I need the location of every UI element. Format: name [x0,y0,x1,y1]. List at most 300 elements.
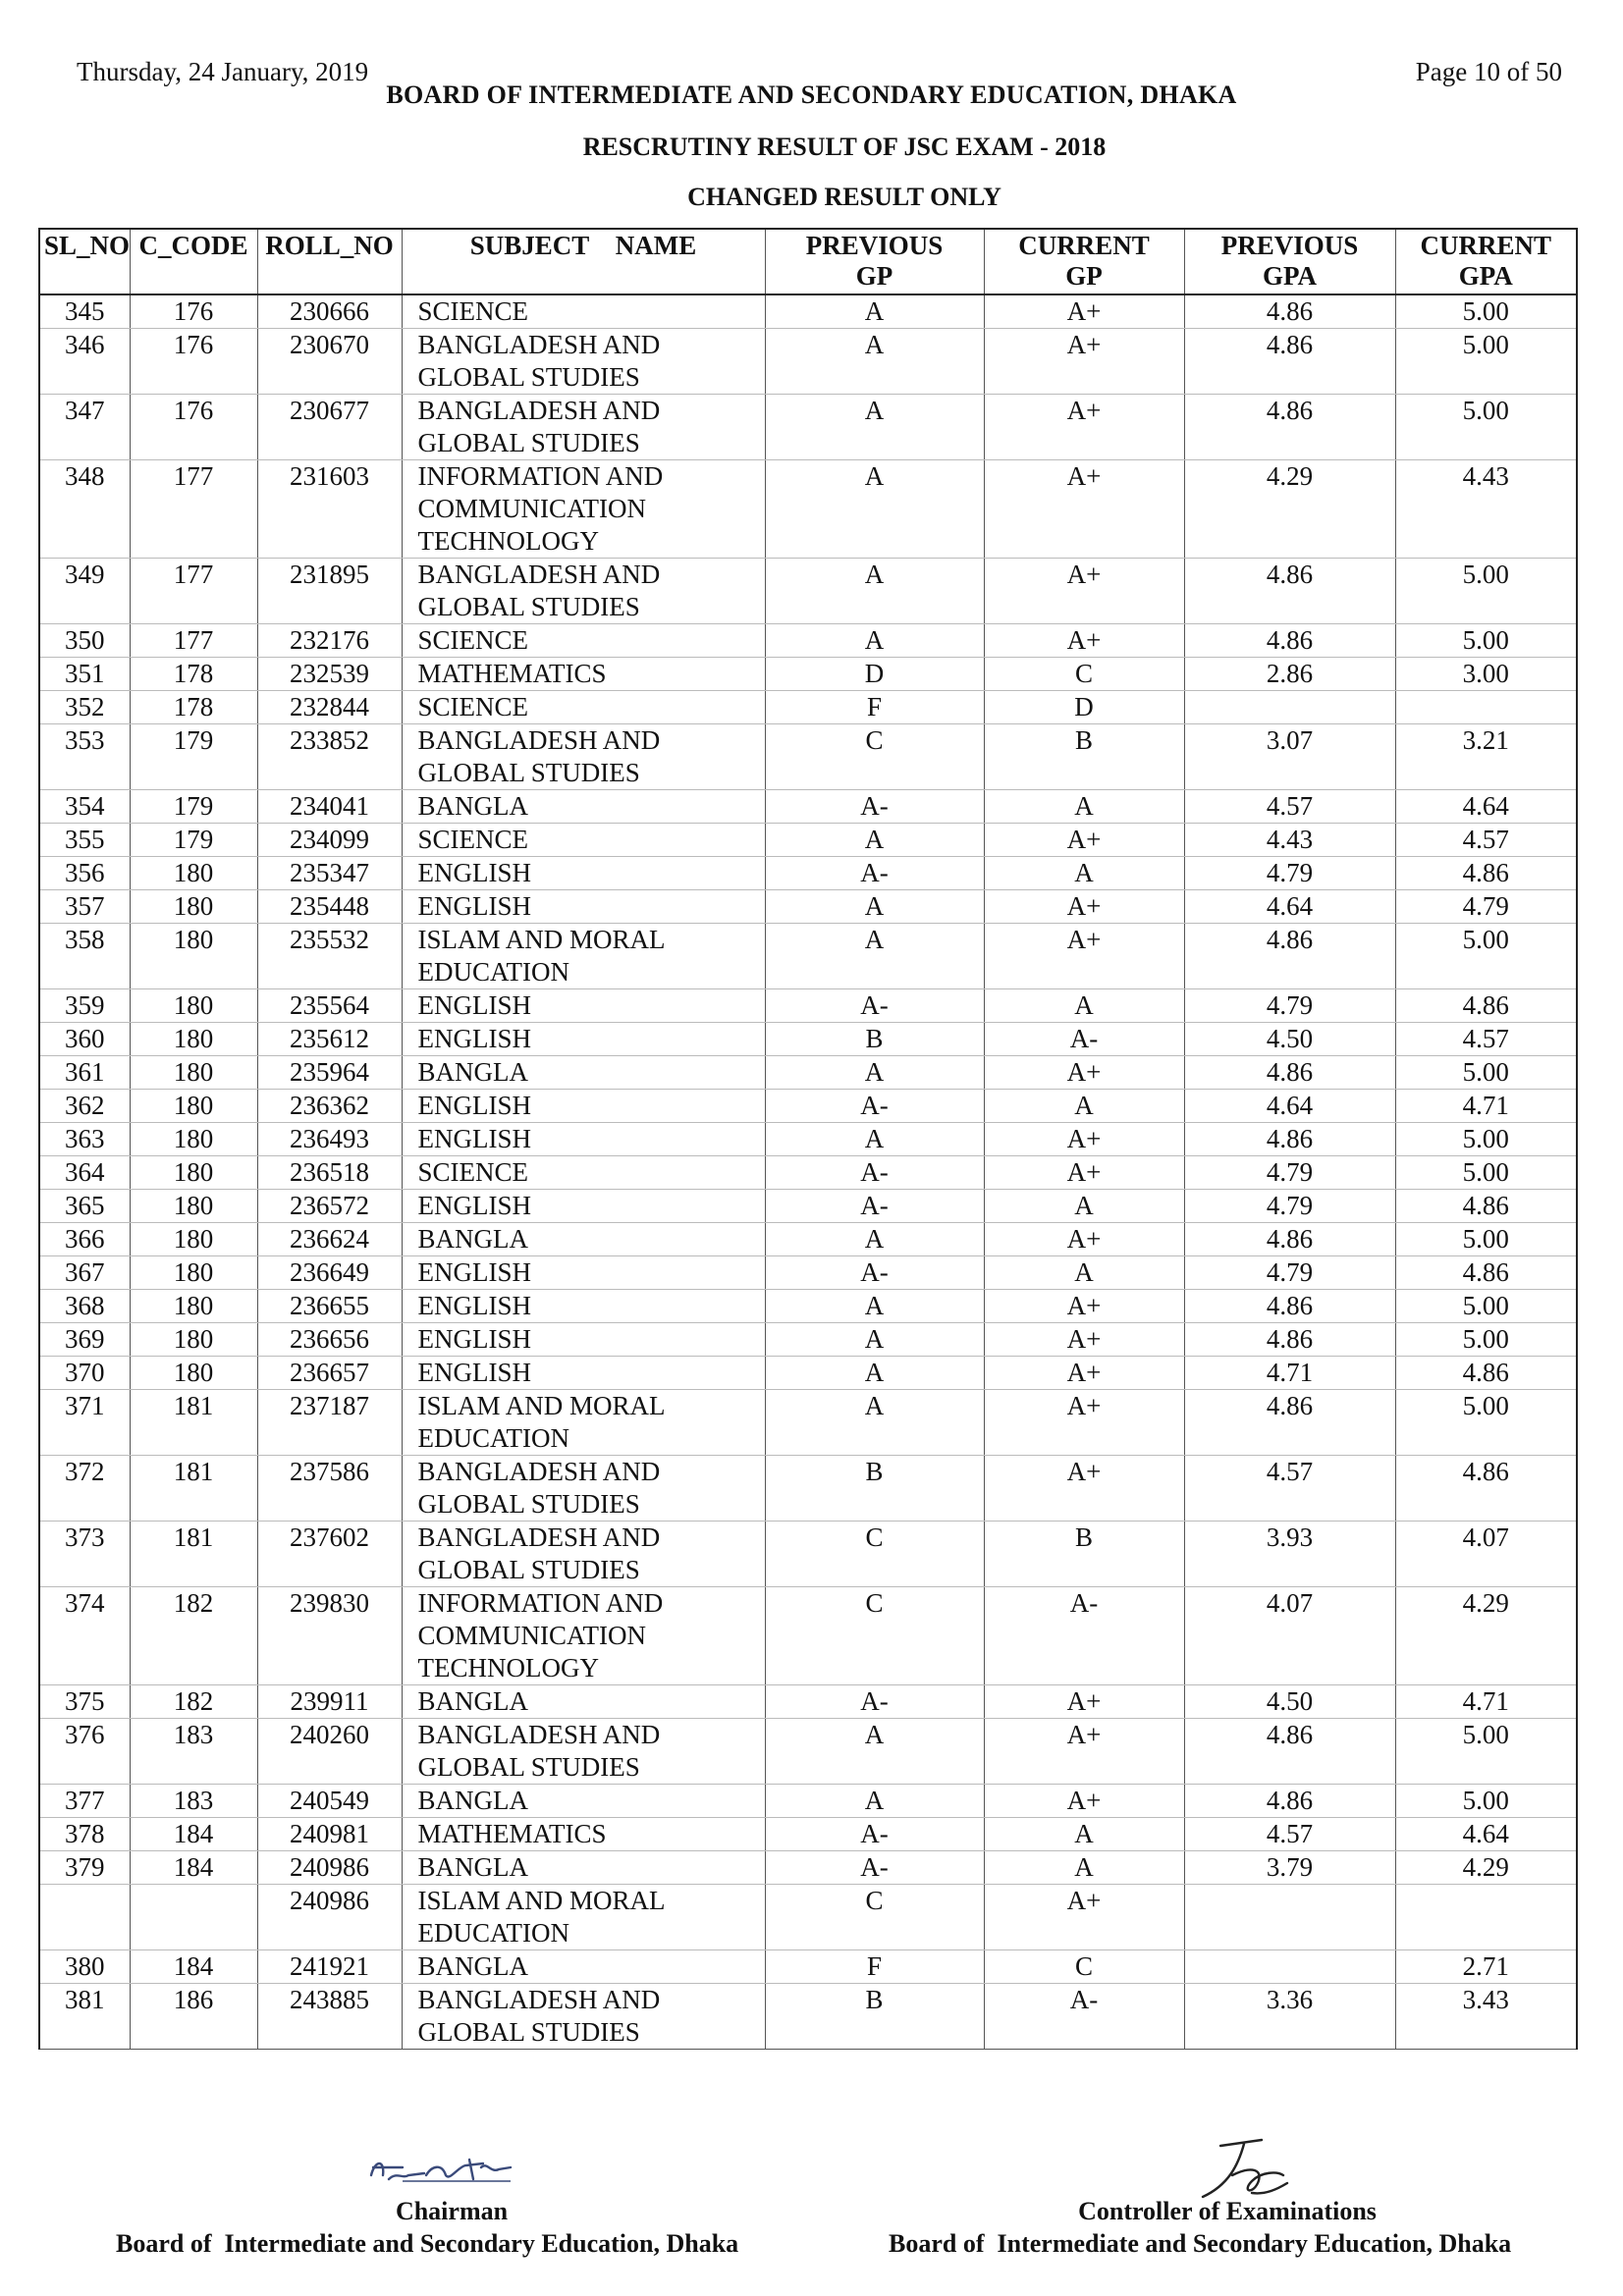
cell-roll-no: 232176 [257,624,402,658]
cell-current-gpa: 5.00 [1395,1123,1577,1156]
cell-subject: ISLAM AND MORAL EDUCATION [402,924,765,989]
cell-subject: ENGLISH [402,1323,765,1357]
cell-current-gp: B [984,1522,1184,1587]
table-row [39,1156,1577,1190]
cell-subject: ENGLISH [402,1256,765,1290]
cell-sl-no: 346 [39,329,130,395]
cell-current-gpa: 4.79 [1395,890,1577,924]
cell-previous-gpa: 4.86 [1184,624,1395,658]
cell-previous-gpa: 2.86 [1184,658,1395,691]
cell-current-gpa: 5.00 [1395,395,1577,460]
cell-sl-no: 362 [39,1090,130,1123]
cell-current-gpa: 5.00 [1395,1323,1577,1357]
cell-previous-gp: A [765,294,984,329]
cell-roll-no: 236362 [257,1090,402,1123]
cell-sl-no: 345 [39,294,130,329]
cell-previous-gp: C [765,1522,984,1587]
table-row [39,1390,1577,1456]
cell-current-gpa: 4.86 [1395,1357,1577,1390]
cell-current-gp: A+ [984,1290,1184,1323]
cell-roll-no: 236656 [257,1323,402,1357]
cell-roll-no: 236657 [257,1357,402,1390]
cell-sl-no: 370 [39,1357,130,1390]
cell-previous-gpa: 4.57 [1184,1456,1395,1522]
chairman-org: Board of Intermediate and Secondary Education, Dhaka [116,2229,739,2258]
cell-current-gp: A+ [984,395,1184,460]
cell-subject: BANGLA [402,1950,765,1984]
cell-current-gpa: 4.57 [1395,824,1577,857]
cell-sl-no: 374 [39,1587,130,1685]
cell-c-code: 177 [130,624,257,658]
cell-current-gp: A+ [984,1456,1184,1522]
cell-current-gp: A+ [984,890,1184,924]
cell-sl-no: 373 [39,1522,130,1587]
cell-previous-gp: A- [765,1090,984,1123]
table-row [39,890,1577,924]
cell-previous-gpa: 4.50 [1184,1023,1395,1056]
cell-subject: BANGLADESH AND GLOBAL STUDIES [402,1984,765,2050]
table-row [39,1456,1577,1522]
cell-previous-gpa: 4.86 [1184,395,1395,460]
cell-sl-no: 378 [39,1818,130,1851]
cell-current-gp: A+ [984,1885,1184,1950]
cell-roll-no: 234099 [257,824,402,857]
cell-roll-no: 240981 [257,1818,402,1851]
table-row [39,1522,1577,1587]
cell-sl-no: 356 [39,857,130,890]
col-header-roll-no: ROLL_NO [257,229,402,294]
cell-current-gp: A [984,790,1184,824]
cell-c-code: 180 [130,924,257,989]
cell-roll-no: 235448 [257,890,402,924]
cell-current-gpa: 3.00 [1395,658,1577,691]
cell-subject: BANGLA [402,1685,765,1719]
cell-current-gp: A+ [984,1357,1184,1390]
cell-sl-no: 350 [39,624,130,658]
cell-subject: ENGLISH [402,989,765,1023]
cell-roll-no: 235564 [257,989,402,1023]
cell-c-code: 180 [130,1056,257,1090]
cell-roll-no: 237187 [257,1390,402,1456]
cell-previous-gp: A [765,924,984,989]
cell-current-gp: A+ [984,460,1184,559]
cell-sl-no: 357 [39,890,130,924]
cell-current-gp: A+ [984,924,1184,989]
cell-sl-no: 352 [39,691,130,724]
table-row [39,1323,1577,1357]
cell-current-gp: A [984,1190,1184,1223]
cell-c-code: 177 [130,559,257,624]
cell-c-code: 180 [130,1256,257,1290]
cell-c-code: 181 [130,1522,257,1587]
cell-current-gpa: 5.00 [1395,924,1577,989]
cell-current-gp: A+ [984,1323,1184,1357]
cell-c-code: 180 [130,857,257,890]
cell-previous-gp: C [765,724,984,790]
cell-current-gpa: 3.21 [1395,724,1577,790]
cell-sl-no: 380 [39,1950,130,1984]
cell-previous-gp: A- [765,1818,984,1851]
col-header-previous-gp: PREVIOUS GP [765,229,984,294]
cell-previous-gp: A [765,329,984,395]
cell-current-gpa: 4.29 [1395,1851,1577,1885]
controller-org: Board of Intermediate and Secondary Education, Dhaka [889,2229,1512,2258]
table-row [39,1357,1577,1390]
cell-previous-gp: A [765,824,984,857]
cell-previous-gpa: 4.86 [1184,924,1395,989]
cell-previous-gpa: 4.86 [1184,1056,1395,1090]
cell-previous-gpa: 4.71 [1184,1357,1395,1390]
table-row [39,1785,1577,1818]
cell-sl-no: 367 [39,1256,130,1290]
cell-previous-gpa: 3.79 [1184,1851,1395,1885]
cell-subject: ISLAM AND MORAL EDUCATION [402,1390,765,1456]
table-row [39,658,1577,691]
cell-previous-gp: A- [765,1851,984,1885]
cell-subject: ENGLISH [402,1123,765,1156]
cell-current-gpa: 5.00 [1395,294,1577,329]
cell-c-code: 180 [130,1290,257,1323]
cell-previous-gp: A [765,395,984,460]
cell-roll-no: 232539 [257,658,402,691]
cell-subject: ENGLISH [402,1090,765,1123]
cell-previous-gpa: 4.50 [1184,1685,1395,1719]
cell-c-code: 178 [130,658,257,691]
cell-previous-gpa: 3.93 [1184,1522,1395,1587]
cell-previous-gp: B [765,1984,984,2050]
cell-current-gp: A+ [984,329,1184,395]
cell-current-gp: A+ [984,624,1184,658]
cell-previous-gp: A [765,1785,984,1818]
cell-c-code: 180 [130,1023,257,1056]
cell-subject: INFORMATION AND COMMUNICATION TECHNOLOGY [402,1587,765,1685]
cell-c-code: 181 [130,1390,257,1456]
col-header-c-code: C_CODE [130,229,257,294]
cell-current-gpa: 4.57 [1395,1023,1577,1056]
cell-previous-gpa: 4.79 [1184,857,1395,890]
results-table [38,228,1578,2050]
cell-roll-no: 237586 [257,1456,402,1522]
cell-previous-gpa [1184,1950,1395,1984]
cell-sl-no: 347 [39,395,130,460]
cell-previous-gpa: 4.79 [1184,1256,1395,1290]
cell-sl-no: 375 [39,1685,130,1719]
cell-current-gp: D [984,691,1184,724]
cell-previous-gpa: 4.86 [1184,294,1395,329]
table-row [39,989,1577,1023]
cell-roll-no: 239830 [257,1587,402,1685]
cell-sl-no: 381 [39,1984,130,2050]
cell-sl-no: 368 [39,1290,130,1323]
table-row [39,624,1577,658]
cell-previous-gp: A- [765,1156,984,1190]
cell-current-gpa: 4.29 [1395,1587,1577,1685]
cell-previous-gpa [1184,1885,1395,1950]
cell-current-gpa: 2.71 [1395,1950,1577,1984]
table-row [39,329,1577,395]
cell-previous-gpa: 4.86 [1184,1123,1395,1156]
cell-sl-no: 364 [39,1156,130,1190]
cell-roll-no: 240986 [257,1885,402,1950]
report-date: Thursday, 24 January, 2019 [77,57,369,86]
cell-sl-no: 359 [39,989,130,1023]
cell-subject: MATHEMATICS [402,658,765,691]
cell-roll-no: 235964 [257,1056,402,1090]
cell-current-gp: A+ [984,1719,1184,1785]
cell-subject: ENGLISH [402,1357,765,1390]
cell-c-code: 184 [130,1818,257,1851]
cell-previous-gpa: 4.57 [1184,1818,1395,1851]
cell-current-gp: A- [984,1587,1184,1685]
cell-c-code: 177 [130,460,257,559]
cell-roll-no: 233852 [257,724,402,790]
chairman-title: Chairman [395,2197,509,2225]
table-row [39,294,1577,329]
cell-previous-gpa: 4.86 [1184,1785,1395,1818]
table-row [39,924,1577,989]
cell-current-gp: A [984,989,1184,1023]
cell-sl-no: 348 [39,460,130,559]
table-row [39,1950,1577,1984]
cell-roll-no: 230670 [257,329,402,395]
cell-current-gp: A+ [984,1785,1184,1818]
cell-roll-no: 239911 [257,1685,402,1719]
cell-sl-no: 363 [39,1123,130,1156]
result-note: CHANGED RESULT ONLY [687,183,1001,211]
cell-subject: MATHEMATICS [402,1818,765,1851]
cell-c-code: 182 [130,1685,257,1719]
table-row [39,691,1577,724]
cell-previous-gp: A- [765,857,984,890]
chairman-signature [363,2146,540,2193]
cell-previous-gpa: 4.86 [1184,1390,1395,1456]
cell-current-gpa: 5.00 [1395,1719,1577,1785]
cell-previous-gp: A [765,1323,984,1357]
cell-roll-no: 232844 [257,691,402,724]
cell-current-gpa: 5.00 [1395,1156,1577,1190]
table-row [39,460,1577,559]
cell-sl-no: 353 [39,724,130,790]
cell-sl-no: 377 [39,1785,130,1818]
cell-c-code: 184 [130,1950,257,1984]
cell-subject: BANGLADESH AND GLOBAL STUDIES [402,395,765,460]
cell-current-gpa: 4.86 [1395,1256,1577,1290]
cell-roll-no: 230666 [257,294,402,329]
cell-current-gpa: 5.00 [1395,559,1577,624]
cell-roll-no: 235532 [257,924,402,989]
cell-sl-no: 365 [39,1190,130,1223]
cell-previous-gpa: 4.86 [1184,1719,1395,1785]
table-row [39,1256,1577,1290]
cell-previous-gp: A- [765,1685,984,1719]
cell-previous-gp: A [765,624,984,658]
cell-previous-gpa: 4.79 [1184,1156,1395,1190]
cell-subject: BANGLA [402,790,765,824]
table-row [39,1818,1577,1851]
cell-current-gpa: 5.00 [1395,1290,1577,1323]
cell-c-code: 180 [130,1357,257,1390]
table-row [39,1587,1577,1685]
cell-previous-gpa: 4.29 [1184,460,1395,559]
cell-c-code: 184 [130,1851,257,1885]
cell-previous-gpa: 4.57 [1184,790,1395,824]
table-row [39,1290,1577,1323]
table-row [39,1984,1577,2050]
cell-current-gpa [1395,1885,1577,1950]
cell-sl-no: 376 [39,1719,130,1785]
col-header-sl-no: SL_NO [39,229,130,294]
table-row [39,1223,1577,1256]
cell-c-code: 180 [130,1156,257,1190]
board-title: BOARD OF INTERMEDIATE AND SECONDARY EDUCATION, DHAKA [386,80,1237,109]
cell-subject: BANGLA [402,1851,765,1885]
cell-roll-no: 237602 [257,1522,402,1587]
cell-roll-no: 236518 [257,1156,402,1190]
cell-current-gp: A+ [984,1685,1184,1719]
cell-sl-no: 358 [39,924,130,989]
cell-roll-no: 235612 [257,1023,402,1056]
table-row [39,1685,1577,1719]
cell-roll-no: 236649 [257,1256,402,1290]
cell-current-gpa: 5.00 [1395,1785,1577,1818]
cell-c-code: 182 [130,1587,257,1685]
cell-sl-no: 351 [39,658,130,691]
cell-subject: INFORMATION AND COMMUNICATION TECHNOLOGY [402,460,765,559]
cell-sl-no: 379 [39,1851,130,1885]
cell-previous-gpa: 4.86 [1184,329,1395,395]
page-number: Page 10 of 50 [1415,57,1562,86]
cell-current-gpa: 4.86 [1395,1456,1577,1522]
cell-previous-gp: A [765,1390,984,1456]
cell-previous-gp: B [765,1456,984,1522]
table-row [39,1719,1577,1785]
cell-c-code: 180 [130,989,257,1023]
cell-previous-gp: A [765,1123,984,1156]
cell-previous-gpa: 4.86 [1184,1290,1395,1323]
cell-subject: SCIENCE [402,824,765,857]
table-row [39,790,1577,824]
cell-sl-no: 355 [39,824,130,857]
cell-subject: ENGLISH [402,1290,765,1323]
cell-c-code: 186 [130,1984,257,2050]
cell-c-code: 179 [130,790,257,824]
cell-current-gp: A+ [984,1156,1184,1190]
cell-previous-gpa: 4.86 [1184,1223,1395,1256]
table-row [39,1090,1577,1123]
cell-current-gpa: 4.64 [1395,790,1577,824]
cell-current-gp: A [984,1818,1184,1851]
cell-c-code: 176 [130,329,257,395]
cell-current-gp: A- [984,1984,1184,2050]
cell-subject: BANGLADESH AND GLOBAL STUDIES [402,1522,765,1587]
cell-previous-gp: A [765,1056,984,1090]
cell-subject: ENGLISH [402,890,765,924]
cell-current-gp: A+ [984,824,1184,857]
cell-previous-gp: C [765,1587,984,1685]
cell-roll-no: 236624 [257,1223,402,1256]
cell-previous-gpa: 4.86 [1184,1323,1395,1357]
cell-previous-gp: A [765,559,984,624]
table-row [39,724,1577,790]
cell-previous-gp: A- [765,790,984,824]
cell-current-gpa: 4.07 [1395,1522,1577,1587]
table-row [39,1123,1577,1156]
cell-roll-no: 240549 [257,1785,402,1818]
cell-current-gp: A+ [984,1223,1184,1256]
cell-previous-gpa: 4.64 [1184,890,1395,924]
cell-previous-gp: A [765,1719,984,1785]
cell-current-gp: A+ [984,1390,1184,1456]
cell-roll-no: 234041 [257,790,402,824]
cell-c-code: 178 [130,691,257,724]
cell-previous-gpa: 3.07 [1184,724,1395,790]
cell-current-gpa: 4.86 [1395,1190,1577,1223]
cell-subject: SCIENCE [402,624,765,658]
cell-current-gpa: 3.43 [1395,1984,1577,2050]
cell-subject: BANGLADESH AND GLOBAL STUDIES [402,1456,765,1522]
cell-current-gpa: 4.86 [1395,857,1577,890]
cell-previous-gp: A [765,1357,984,1390]
cell-current-gp: A+ [984,1123,1184,1156]
cell-c-code: 180 [130,1223,257,1256]
cell-sl-no: 349 [39,559,130,624]
cell-current-gpa [1395,691,1577,724]
cell-subject: BANGLADESH AND GLOBAL STUDIES [402,329,765,395]
cell-current-gpa: 4.43 [1395,460,1577,559]
cell-sl-no: 371 [39,1390,130,1456]
cell-current-gp: B [984,724,1184,790]
cell-previous-gp: A- [765,1256,984,1290]
exam-title: RESCRUTINY RESULT OF JSC EXAM - 2018 [582,133,1107,161]
cell-previous-gpa [1184,691,1395,724]
cell-c-code: 180 [130,1190,257,1223]
cell-current-gp: C [984,658,1184,691]
cell-previous-gpa: 4.86 [1184,559,1395,624]
cell-subject: ENGLISH [402,1190,765,1223]
cell-subject: ENGLISH [402,857,765,890]
cell-subject: SCIENCE [402,1156,765,1190]
controller-signature [1193,2136,1301,2205]
cell-previous-gp: A- [765,1190,984,1223]
cell-roll-no: 231895 [257,559,402,624]
cell-previous-gpa: 4.79 [1184,1190,1395,1223]
cell-current-gp: A [984,1256,1184,1290]
col-header-current-gpa: CURRENT GPA [1395,229,1577,294]
cell-roll-no: 243885 [257,1984,402,2050]
col-header-subject: SUBJECT NAME [402,229,765,294]
cell-subject: BANGLADESH AND GLOBAL STUDIES [402,1719,765,1785]
cell-current-gpa: 5.00 [1395,624,1577,658]
cell-current-gpa: 5.00 [1395,1223,1577,1256]
cell-c-code: 179 [130,724,257,790]
table-row [39,824,1577,857]
table-row [39,395,1577,460]
table-row [39,857,1577,890]
cell-current-gp: A [984,1090,1184,1123]
cell-current-gp: A- [984,1023,1184,1056]
cell-current-gp: A+ [984,294,1184,329]
cell-subject: BANGLA [402,1056,765,1090]
cell-previous-gp: D [765,658,984,691]
cell-previous-gp: A [765,890,984,924]
cell-previous-gp: A- [765,989,984,1023]
table-row [39,1851,1577,1885]
cell-subject: SCIENCE [402,294,765,329]
cell-current-gpa: 5.00 [1395,329,1577,395]
table-row [39,1885,1577,1950]
cell-roll-no: 236572 [257,1190,402,1223]
cell-roll-no: 240986 [257,1851,402,1885]
